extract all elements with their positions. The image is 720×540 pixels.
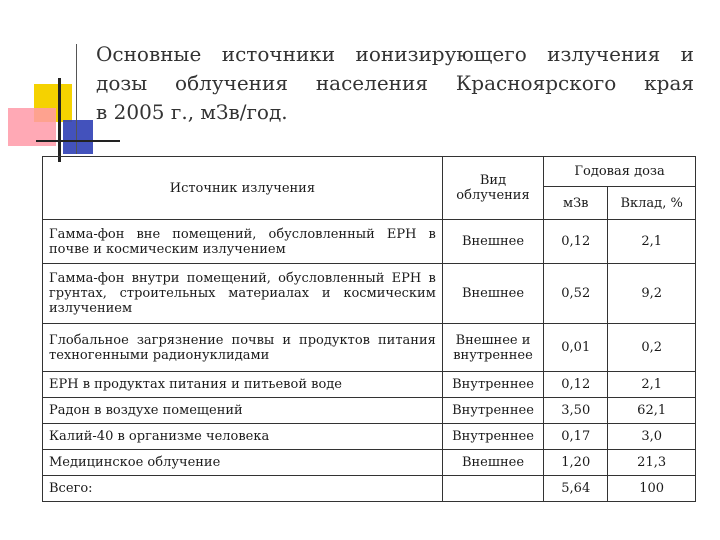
title-line-1: Основные источники ионизирующего излучения и	[96, 42, 694, 66]
table-row	[43, 220, 696, 264]
header-source: Источник излучения	[43, 157, 443, 220]
header-contribution: Вклад, %	[608, 187, 696, 220]
title-line-2: дозы облучения населения Красноярского края	[96, 71, 694, 95]
cell-source: Глобальное загрязнение почвы и продуктов питания техногенными радионуклидами	[43, 324, 443, 372]
cell-msv: 0,12	[544, 372, 608, 398]
table-row	[43, 264, 696, 324]
cell-type: Внутреннее	[442, 424, 543, 450]
total-label: Всего:	[43, 476, 443, 502]
total-row	[43, 476, 696, 502]
cell-type: Внутреннее	[442, 398, 543, 424]
cell-pct: 9,2	[608, 264, 696, 324]
cell-pct: 62,1	[608, 398, 696, 424]
cell-type: Внешнее	[442, 450, 543, 476]
cell-msv: 0,52	[544, 264, 608, 324]
cell-type: Внешнее	[442, 264, 543, 324]
header-msv: мЗв	[544, 187, 608, 220]
table-row	[43, 398, 696, 424]
cell-msv: 0,12	[544, 220, 608, 264]
cell-source: ЕРН в продуктах питания и питьевой воде	[43, 372, 443, 398]
cell-pct: 2,1	[608, 220, 696, 264]
cell-msv: 1,20	[544, 450, 608, 476]
title-line-3: в 2005 г., мЗв/год.	[96, 100, 288, 124]
header-exposure-type: Вид облучения	[442, 157, 543, 220]
table-row	[43, 372, 696, 398]
cell-pct: 21,3	[608, 450, 696, 476]
cell-msv: 0,01	[544, 324, 608, 372]
cell-type: Внутреннее	[442, 372, 543, 398]
table-row	[43, 450, 696, 476]
dose-table	[42, 156, 696, 502]
decor-thin-vertical-line	[76, 44, 77, 154]
decor-blue-square	[63, 120, 93, 154]
table-row	[43, 424, 696, 450]
cell-type: Внешнее и внутреннее	[442, 324, 543, 372]
cell-source: Калий-40 в организме человека	[43, 424, 443, 450]
cell-msv: 3,50	[544, 398, 608, 424]
cell-pct: 0,2	[608, 324, 696, 372]
table-row	[43, 324, 696, 372]
cell-pct: 3,0	[608, 424, 696, 450]
cell-type: Внешнее	[442, 220, 543, 264]
total-type-empty	[442, 476, 543, 502]
cell-pct: 2,1	[608, 372, 696, 398]
decor-vertical-line	[58, 78, 61, 162]
cell-msv: 0,17	[544, 424, 608, 450]
total-pct: 100	[608, 476, 696, 502]
header-annual-dose: Годовая доза	[544, 157, 696, 187]
cell-source: Радон в воздухе помещений	[43, 398, 443, 424]
cell-source: Медицинское облучение	[43, 450, 443, 476]
cell-source: Гамма-фон внутри помещений, обусловленный ЕРН в грунтах, строительных материалах и космическим излучением	[43, 264, 443, 324]
decor-horizontal-line	[36, 140, 120, 142]
cell-source: Гамма-фон вне помещений, обусловленный ЕРН в почве и космическим излучением	[43, 220, 443, 264]
header-row	[43, 157, 696, 187]
slide-title	[96, 40, 694, 127]
total-msv: 5,64	[544, 476, 608, 502]
